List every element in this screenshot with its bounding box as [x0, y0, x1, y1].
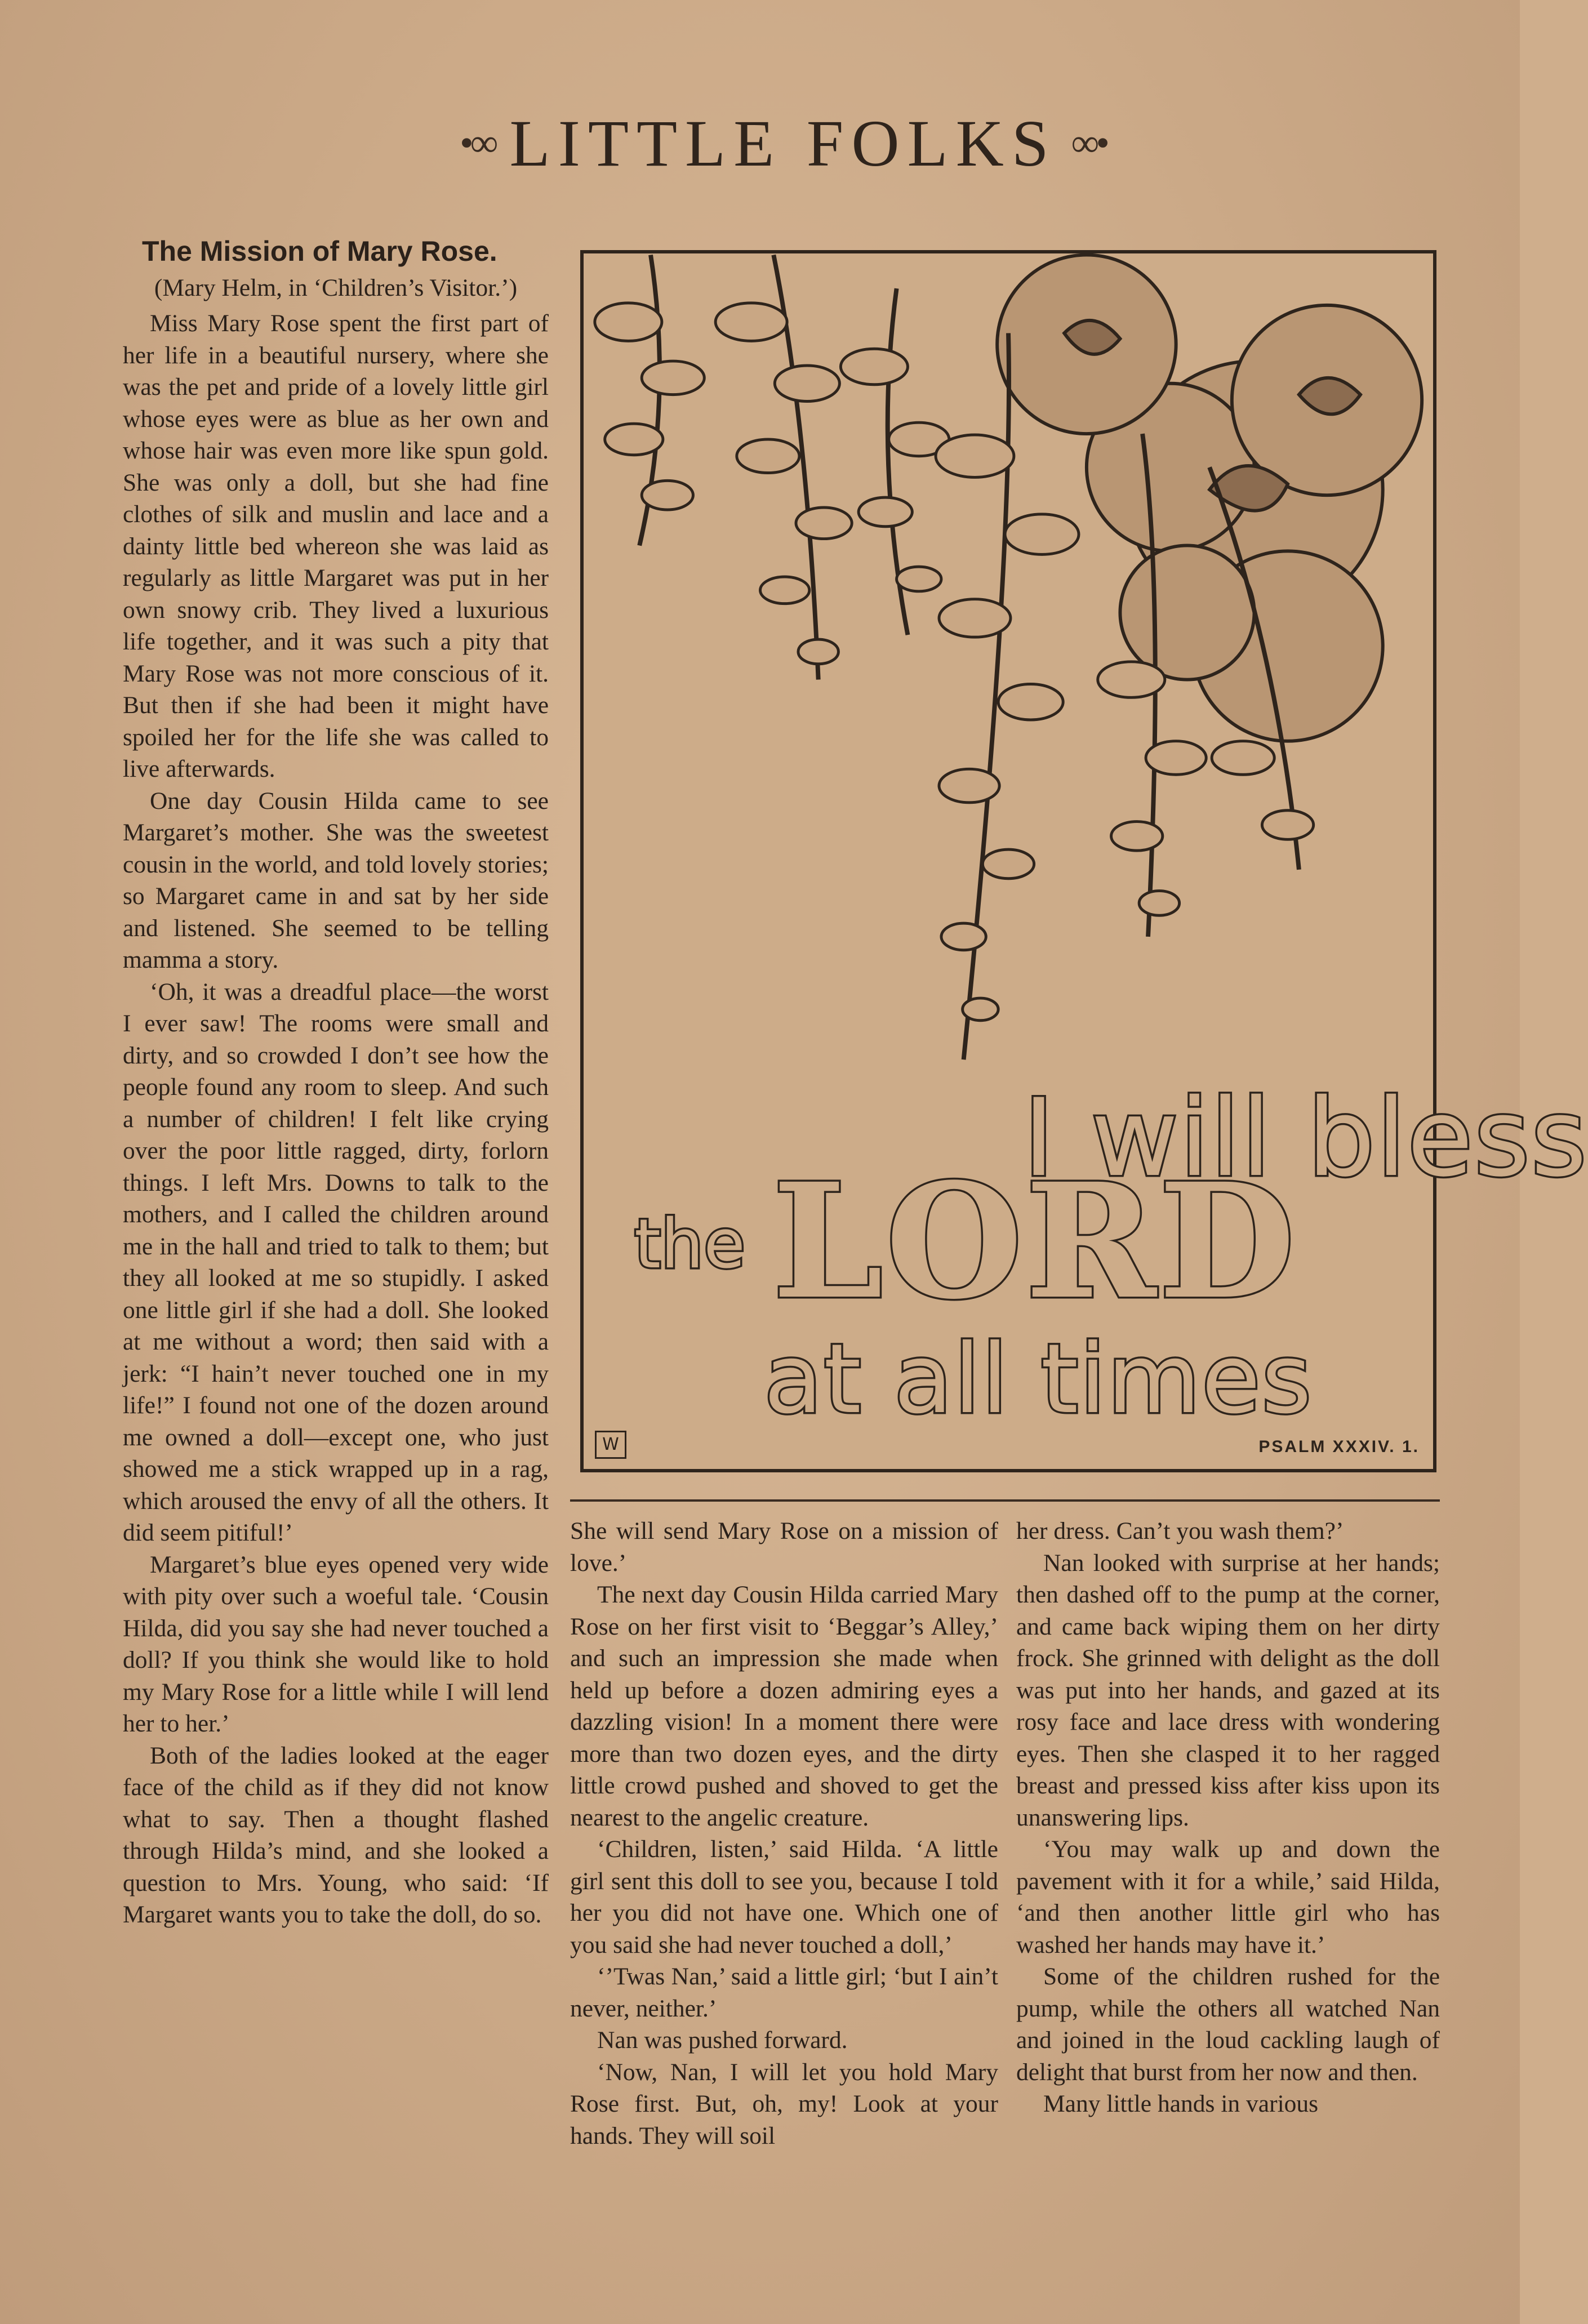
artist-monogram: W [595, 1431, 626, 1459]
paragraph: ‘Oh, it was a dreadful place—the worst I ever saw! The rooms were small and dirty, and so crowded I don’t see how the people found any room to sleep. And such a number of children! I felt like crying over the poor little ragged, dirty, forlorn things. I left Mrs. Downs to talk to the mothers, and I called the children around me in the hall and tried to talk to them; but they all looked at me so stupidly. I asked one little girl if she had a doll. She looked at me without a word; then said with a jerk: “I hain’t never touched one in my life!” I found not one of the dozen around me owned a doll—except one, who just showed me a stick wrapped up in a rag, which aroused the envy of all the others. It did seem pitiful!’ [123, 978, 549, 1546]
paragraph: One day Cousin Hilda came to see Margaret’s mother. She was the sweetest cousin in the world, and told lovely stories; so Margaret came in and sat by her side and listened. She seemed to be telling mamma a story. [123, 787, 549, 973]
masthead [361, 107, 1206, 180]
paragraph: Both of the ladies looked at the eager face of the child as if they did not know what to say. Then a thought flashed through Hilda’s mind, and she looked a question to Mrs. Young, who said: ‘If Margaret wants you to take the doll, do so. [123, 1742, 549, 1928]
paragraph: her dress. Can’t you wash them?’ [1016, 1517, 1344, 1544]
paragraph: She will send Mary Rose on a mission of love.’ [570, 1517, 998, 1577]
article-byline: (Mary Helm, in ‘Children’s Visitor.’) [154, 274, 518, 301]
paragraph: ‘Now, Nan, I will let you hold Mary Rose first. But, oh, my! Look at your hands. They will soil [570, 2058, 998, 2149]
ornament-right-icon: ∞• [1071, 122, 1106, 165]
paragraph: Nan looked with surprise at her hands; then dashed off to the pump at the corner, and came back wiping them on her dirty frock. She grinned with delight as the doll was put into her hands, and gazed at its rosy face and lace dress with wondering eyes. Then she clasped it to her ragged breast and pressed kiss after kiss upon its unanswering lips. [1016, 1549, 1440, 1831]
paragraph: ‘’Twas Nan,’ said a little girl; ‘but I ain’t never, neither.’ [570, 1963, 998, 2022]
verse-line-4: at all times [764, 1324, 1313, 1435]
paragraph: ‘You may walk up and down the pavement with it for a while,’ said Hilda, ‘and then another little girl who has washed her hands may have it.’ [1016, 1836, 1440, 1958]
verse-line-1: I will bless [1023, 1076, 1588, 1200]
paragraph: Miss Mary Rose spent the first part of her life in a beautiful nursery, where she was the pet and pride of a lovely little girl whose eyes were as blue as her own and whose hair was even more like spun gold. She was only a doll, but she had fine clothes of silk and muslin and lace and a dainty little bed whereon she was laid as regularly as little Margaret was put in her own snowy crib. They lived a luxurious life together, and it was such a pity that Mary Rose was not more conscious of it. But then if she had been it might have spoiled her for the life she was called to live afterwards. [123, 310, 549, 782]
wisteria-rose-illustration [580, 250, 1588, 1472]
paragraph: Nan was pushed forward. [597, 2027, 848, 2054]
paragraph: The next day Cousin Hilda carried Mary Rose on her first visit to ‘Beggar’s Alley,’ and such an impression she made when held up before a dozen admiring eyes a dazzling vision! In a moment there were more than two dozen eyes, and the dirty little crowd pushed and shoved to get the nearest to the angelic creature. [570, 1581, 998, 1831]
left-column [123, 233, 549, 1931]
right-column [1016, 1515, 1440, 2120]
ornament-left-icon: •∞ [460, 122, 495, 165]
page-title: LITTLE FOLKS [509, 106, 1057, 180]
verse-line-3: LORD [772, 1149, 1298, 1334]
paragraph: Many little hands in various [1043, 2090, 1319, 2117]
verse-line-2: the [634, 1205, 745, 1284]
paragraph: Margaret’s blue eyes opened very wide with pity over such a woeful tale. ‘Cousin Hilda, did you say she had never touched a doll? If you think she would like to hold my Mary Rose for a little while I will lend her to her.’ [123, 1551, 549, 1737]
paragraph: Some of the children rushed for the pump, while the others all watched Nan and joined in the loud cackling laugh of delight that burst from her now and then. [1016, 1963, 1440, 2086]
divider [570, 1499, 1440, 1502]
psalm-citation: PSALM XXXIV. 1. [1258, 1437, 1420, 1456]
paragraph: ‘Children, listen,’ said Hilda. ‘A little girl sent this doll to see you, because I told her you did not have one. Which one of you said she had never touched a doll,’ [570, 1836, 998, 1958]
middle-column [570, 1515, 998, 2152]
article-title: The Mission of Mary Rose. [142, 235, 497, 267]
